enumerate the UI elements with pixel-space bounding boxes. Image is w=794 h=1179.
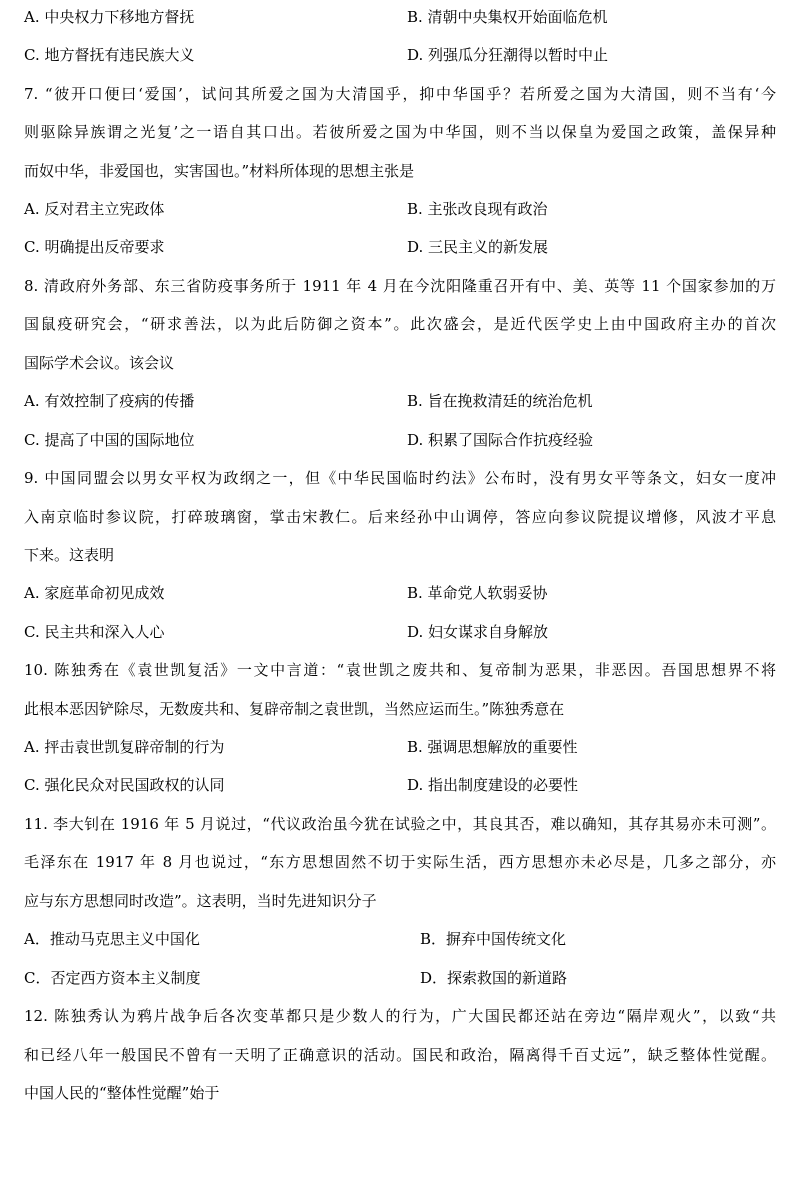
q12-stem-line-1: 12. 陈独秀认为鸦片战争后各次变革都只是少数人的行为，广大国民都还站在旁边“隔岸观火”，以致“共 [24, 1007, 776, 1025]
q9-option-a: A. 家庭革命初见成效 [24, 584, 165, 602]
q12-stem-line-2: 和已经八年一般国民不曾有一天明了正确意识的活动。国民和政治，隔离得千百丈远”，缺乏整体性觉醒。 [24, 1046, 776, 1064]
q10-stem-line-2: 此根本恶因铲除尽，无数废共和、复辟帝制之袁世凯，当然应运而生。”陈独秀意在 [24, 700, 565, 718]
q11-stem-line-2: 毛泽东在 1917 年 8 月也说过，“东方思想固然不切于实际生活，西方思想亦未必尽是，几多之部分，亦 [24, 853, 776, 871]
q11-option-d: D．探索救国的新道路 [420, 969, 568, 987]
q11-option-c: C．否定西方资本主义制度 [24, 969, 201, 987]
q8-stem-line-3: 国际学术会议。该会议 [24, 354, 175, 372]
q7-option-d: D. 三民主义的新发展 [407, 238, 549, 256]
q6-option-a: A. 中央权力下移地方督抚 [24, 8, 195, 26]
q10-option-b: B. 强调思想解放的重要性 [407, 738, 578, 756]
q11-option-b: B．摒弃中国传统文化 [420, 930, 567, 948]
q9-stem-line-1: 9. 中国同盟会以男女平权为政纲之一，但《中华民国临时约法》公布时，没有男女平等条文，妇女一度冲 [24, 469, 776, 487]
q8-option-d: D. 积累了国际合作抗疫经验 [407, 431, 594, 449]
q6-option-c: C. 地方督抚有违民族大义 [24, 46, 195, 64]
q11-stem-line-1: 11. 李大钊在 1916 年 5 月说过，“代议政治虽今犹在试验之中，其良其否，难以确知，其存其易亦未可测”。 [24, 815, 776, 833]
q11-option-a: A．推动马克思主义中国化 [24, 930, 200, 948]
q7-stem-line-3: 而奴中华，非爱国也，实害国也。”材料所体现的思想主张是 [24, 162, 415, 180]
q9-option-b: B. 革命党人软弱妥协 [407, 584, 548, 602]
q10-option-a: A. 抨击袁世凯复辟帝制的行为 [24, 738, 225, 756]
q9-stem-line-3: 下来。这表明 [24, 546, 115, 564]
q10-option-d: D. 指出制度建设的必要性 [407, 776, 579, 794]
q6-option-d: D. 列强瓜分狂潮得以暂时中止 [407, 46, 609, 64]
q7-stem-line-2: 则驱除异族谓之光复’之一语自其口出。若彼所爱之国为中华国，则不当以保皇为爱国之政策，盖保异种 [24, 123, 776, 141]
q8-stem-line-2: 国鼠疫研究会，“研求善法，以为此后防御之资本”。此次盛会，是近代医学史上由中国政府主办的首次 [24, 315, 776, 333]
q8-option-c: C. 提高了中国的国际地位 [24, 431, 195, 449]
q7-option-a: A. 反对君主立宪政体 [24, 200, 165, 218]
q9-option-c: C. 民主共和深入人心 [24, 623, 165, 641]
q11-stem-line-3: 应与东方思想同时改造”。这表明，当时先进知识分子 [24, 892, 377, 910]
q9-option-d: D. 妇女谋求自身解放 [407, 623, 549, 641]
q7-option-b: B. 主张改良现有政治 [407, 200, 548, 218]
q8-option-b: B. 旨在挽救清廷的统治危机 [407, 392, 593, 410]
q8-option-a: A. 有效控制了疫病的传播 [24, 392, 195, 410]
q6-option-b: B. 清朝中央集权开始面临危机 [407, 8, 608, 26]
q8-stem-line-1: 8. 清政府外务部、东三省防疫事务所于 1911 年 4 月在今沈阳隆重召开有中、美、英等 11 个国家参加的万 [24, 277, 776, 295]
q10-option-c: C. 强化民众对民国政权的认同 [24, 776, 225, 794]
q9-stem-line-2: 入南京临时参议院，打碎玻璃窗，掌击宋教仁。后来经孙中山调停，答应向参议院提议增修，风波才平息 [24, 508, 776, 526]
q7-stem-line-1: 7. “彼开口便曰‘爱国’，试问其所爱之国为大清国乎，抑中华国乎？若所爱之国为大清国，则不当有‘今 [24, 85, 776, 103]
q12-stem-line-3: 中国人民的“整体性觉醒”始于 [24, 1084, 220, 1102]
q7-option-c: C. 明确提出反帝要求 [24, 238, 165, 256]
q10-stem-line-1: 10. 陈独秀在《袁世凯复活》一文中言道：“袁世凯之废共和、复帝制为恶果，非恶因。吾国思想界不将 [24, 661, 776, 679]
